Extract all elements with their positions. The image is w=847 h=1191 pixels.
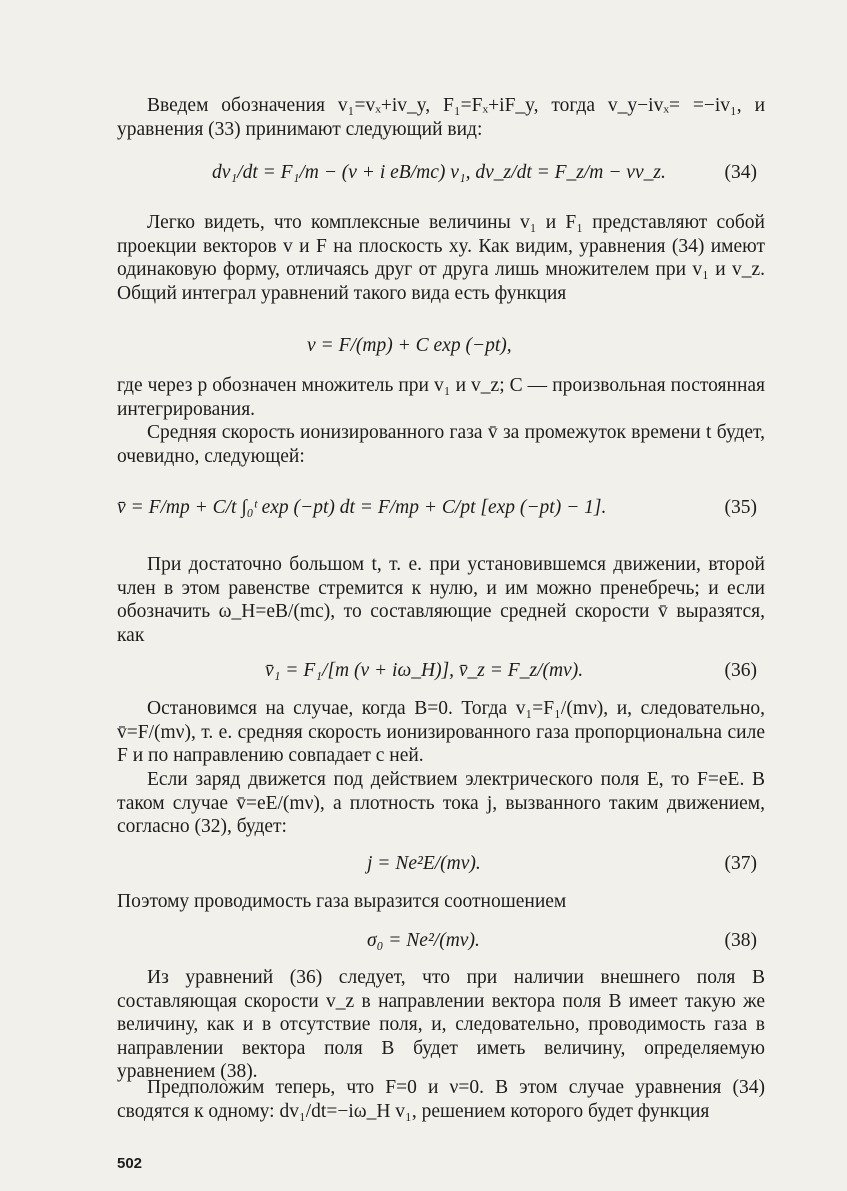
paragraph-b-zero: [117, 697, 765, 768]
paragraph-10: Предположим теперь, что F=0 и ν=0. В этом случае уравнения (34) сводятся к одному: dv₁/dt=−iω_H v₁, решением которого будет функция: [117, 1077, 765, 1122]
paragraph-intro: [117, 94, 765, 141]
equation-36-number: (36): [724, 660, 757, 681]
equation-38-number: (38): [724, 930, 757, 951]
paragraph-1: Введем обозначения v₁=vₓ+iv_y, F₁=Fₓ+iF_y, тогда v_y−ivₓ= =−iv₁, и уравнения (33) принимают следующий вид:: [117, 95, 765, 140]
equation-38-formula: σ₀ = Ne²/(mν).: [367, 930, 480, 951]
paragraph-9: Из уравнений (36) следует, что при наличии внешнего поля B составляющая скорости v_z в направлении вектора поля B имеет такую же величину, как и в отсутствие поля, и, следовательно, проводимость газа в направлении вектора поля B будет иметь величину, определяемую уравнением (38).: [117, 967, 765, 1082]
paragraph-assume: [117, 1076, 765, 1123]
paragraph-3: где через p обозначен множитель при v₁ и v_z; C — произвольная постоянная интегрирования.: [117, 375, 765, 420]
equation-35-formula: v̄ = F/mp + C/t ∫₀ᵗ exp (−pt) dt = F/mp + C/pt [exp (−pt) − 1].: [117, 497, 607, 518]
equation-37-number: (37): [724, 853, 757, 874]
paragraph-4: Средняя скорость ионизированного газа v̄ за промежуток времени t будет, очевидно, следующей:: [117, 422, 765, 467]
paragraph-conductivity: [117, 890, 765, 914]
paragraph-constant: [117, 374, 765, 421]
paragraph-external-field: [117, 966, 765, 1084]
paragraph-complex: [117, 211, 765, 305]
paragraph-mean-velocity: [117, 421, 765, 468]
equation-35-number: (35): [724, 497, 757, 518]
paragraph-8: Поэтому проводимость газа выразится соотношением: [117, 891, 567, 912]
paragraph-2: Легко видеть, что комплексные величины v₁ и F₁ представляют собой проекции векторов v и F на плоскость xy. Как видим, уравнения (34) имеют одинаковую форму, отличаясь друг от друга лишь множителем при v₁ и v_z. Общий интеграл уравнений такого вида есть функция: [117, 212, 765, 304]
paragraph-6: Остановимся на случае, когда B=0. Тогда v₁=F₁/(mν), и, следовательно, v̄=F/(mν), т. е. средняя скорость ионизированного газа пропорциональна силе F и по направлению совпадает с ней.: [117, 698, 765, 766]
equation-34-formula: dv₁/dt = F₁/m − (ν + i eB/mc) v₁, dv_z/dt = F_z/m − νv_z.: [212, 162, 666, 183]
equation-34-number: (34): [724, 162, 757, 183]
paragraph-electric: [117, 768, 765, 839]
page-number: 502: [117, 1155, 143, 1172]
equation-general-formula: v = F/(mp) + C exp (−pt),: [307, 335, 512, 356]
paragraph-steady: [117, 553, 765, 647]
equation-37-formula: j = Ne²E/(mν).: [367, 853, 481, 874]
paragraph-7: Если заряд движется под действием электрического поля E, то F=eE. В таком случае v̄=eE/(mν), а плотность тока j, вызванного таким движением, согласно (32), будет:: [117, 769, 765, 837]
equation-36-formula: v̄₁ = F₁/[m (ν + iω_H)], v̄_z = F_z/(mν).: [265, 660, 584, 681]
paragraph-5: При достаточно большом t, т. е. при установившемся движении, второй член в этом равенстве стремится к нулю, и им можно пренебречь; и если обозначить ω_H=eB/(mc), то составляющие средней скорости v̄ выразятся, как: [117, 554, 765, 646]
